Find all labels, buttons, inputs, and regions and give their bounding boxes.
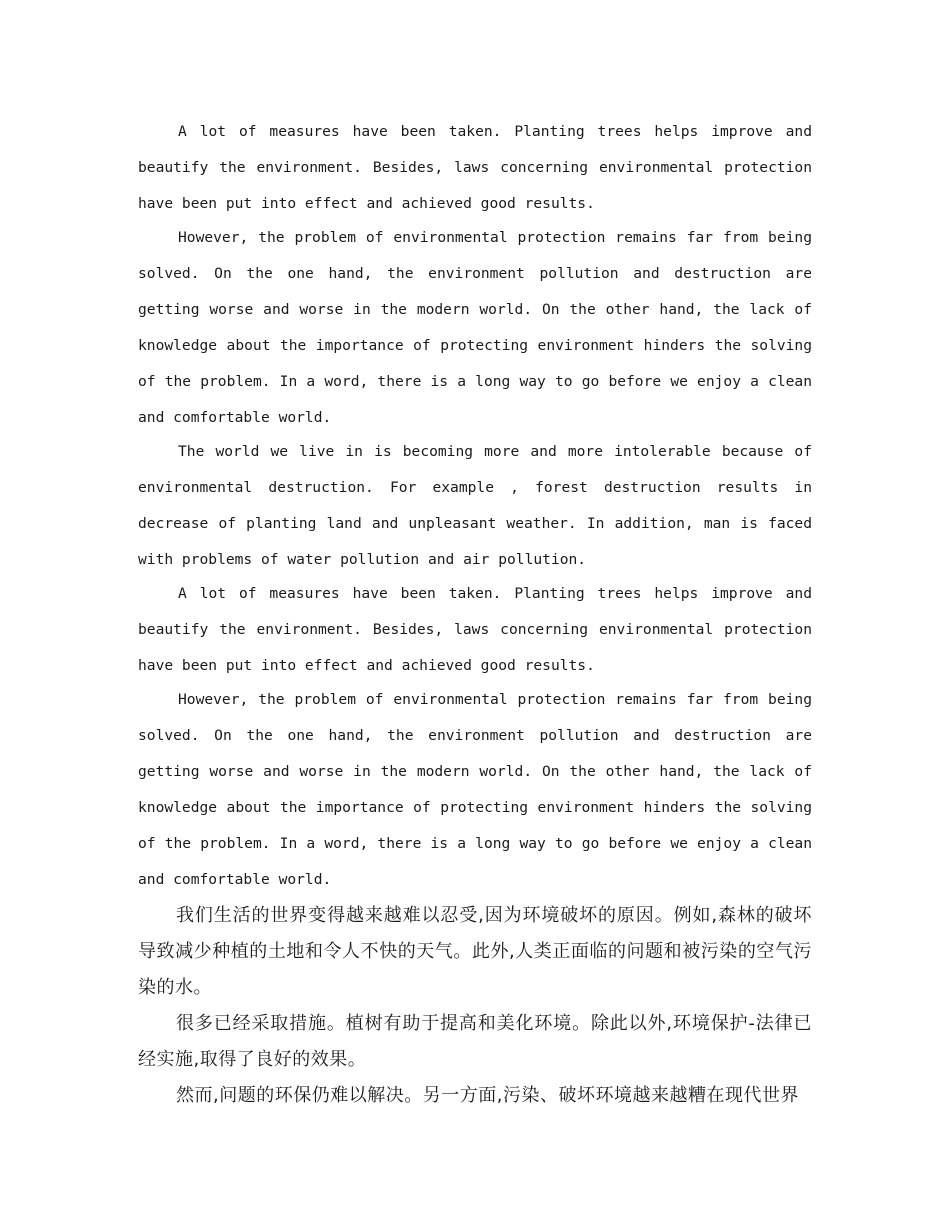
paragraph-problem-unsolved-repeat: However, the problem of environmental protection remains far from being solved. On the one hand, the environment pollution and destruction are getting worse and worse in the modern world. On the other hand, the lack of knowledge about the importance of protecting environment hinders the solving of the problem. In a word, there is a long way to go before we enjoy a clean and comfortable world. xyxy=(138,691,812,888)
paragraph-measures-taken: A lot of measures have been taken. Planting trees helps improve and beautify the environment. Besides, laws concerning environmental protection have been put into effect and achieved good results. xyxy=(138,123,812,212)
paragraph-chinese-world: 我们生活的世界变得越来越难以忍受,因为环境破坏的原因。例如,森林的破坏导致减少种植的土地和令人不快的天气。此外,人类正面临的问题和被污染的空气污染的水。 xyxy=(138,905,812,998)
paragraph-measures-taken-repeat: A lot of measures have been taken. Planting trees helps improve and beautify the environment. Besides, laws concerning environmental protection have been put into effect and achieved good results. xyxy=(138,585,812,674)
paragraph-chinese-measures: 很多已经采取措施。植树有助于提高和美化环境。除此以外,环境保护-法律已经实施,取得了良好的效果。 xyxy=(138,1013,812,1070)
paragraph-chinese-problem: 然而,问题的环保仍难以解决。另一方面,污染、破坏环境越来越糟在现代世界 xyxy=(176,1085,799,1106)
document-page xyxy=(138,114,812,1114)
paragraph-problem-unsolved: However, the problem of environmental protection remains far from being solved. On the one hand, the environment pollution and destruction are getting worse and worse in the modern world. On the other hand, the lack of knowledge about the importance of protecting environment hinders the solving of the problem. In a word, there is a long way to go before we enjoy a clean and comfortable world. xyxy=(138,229,812,426)
paragraph-world-intolerable: The world we live in is becoming more and more intolerable because of environmental destruction. For example , forest destruction results in decrease of planting land and unpleasant weather. In addition, man is faced with problems of water pollution and air pollution. xyxy=(138,443,812,568)
